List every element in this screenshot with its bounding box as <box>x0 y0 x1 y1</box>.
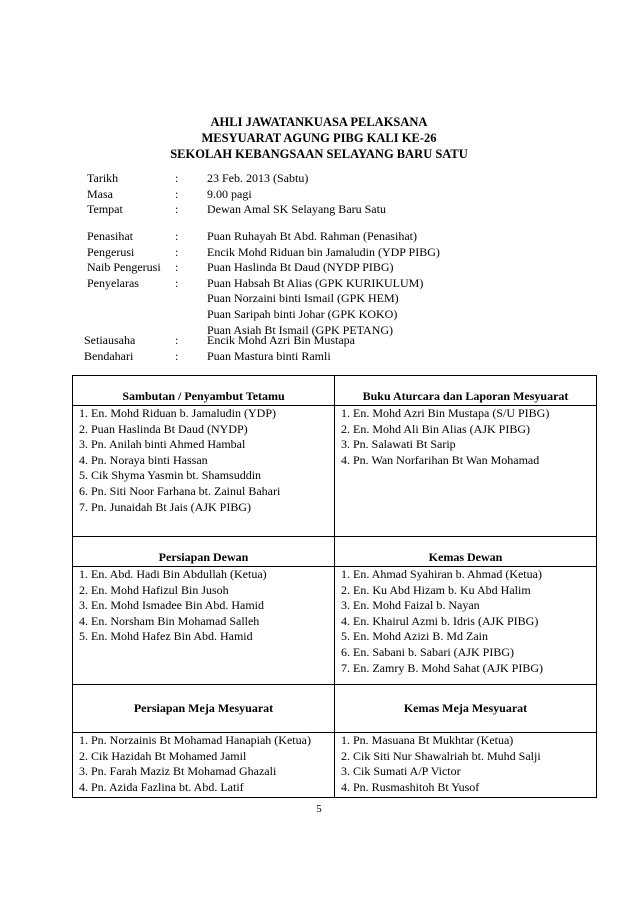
member-item: 1. En. Mohd Riduan b. Jamaludin (YDP) <box>79 406 276 420</box>
officer-role: Pengerusi <box>87 244 135 259</box>
member-list <box>73 733 334 795</box>
officer-colon: : <box>175 229 179 243</box>
committee-heading: Buku Aturcara dan Laporan Mesyuarat <box>362 389 569 403</box>
officer-colon: : <box>175 275 179 290</box>
member-item: 4. En. Khairul Azmi b. Idris (AJK PIBG) <box>341 613 539 628</box>
committee-heading: Kemas Dewan <box>428 550 503 564</box>
officer-role: Naib Pengerusi <box>87 260 161 275</box>
officer-name: Puan Haslinda Bt Daud (NYDP PIBG) <box>207 260 394 275</box>
member-item: 1. Pn. Norzainis Bt Mohamad Hanapiah (Ketua) <box>79 733 311 747</box>
committee-heading-cell <box>335 537 597 567</box>
secretariat-name: Puan Mastura binti Ramli <box>207 348 331 363</box>
detail-label: Tempat <box>87 202 123 217</box>
member-list <box>335 733 596 795</box>
member-item: 4. Pn. Rusmashitoh Bt Yusof <box>341 779 480 794</box>
officer-role: Penyelaras <box>87 275 139 290</box>
detail-colon: : <box>175 186 179 201</box>
member-item: 1. Pn. Masuana Bt Mukhtar (Ketua) <box>341 733 514 747</box>
member-item: 3. En. Mohd Faizal b. Nayan <box>341 598 480 613</box>
secretariat-colon: : <box>175 333 179 347</box>
officer-name: Puan Saripah binti Johar (GPK KOKO) <box>207 306 398 321</box>
secretariat-name: Encik Mohd Azri Bin Mustapa <box>207 333 355 347</box>
committee-heading-cell <box>335 376 597 406</box>
officer-name: Puan Habsah Bt Alias (GPK KURIKULUM) <box>207 275 424 290</box>
committee-members-cell <box>73 733 335 798</box>
member-list <box>335 406 596 468</box>
detail-value: Dewan Amal SK Selayang Baru Satu <box>207 202 386 217</box>
officer-name: Puan Norzaini binti Ismail (GPK HEM) <box>207 291 399 306</box>
member-item: 7. En. Zamry B. Mohd Sahat (AJK PIBG) <box>341 660 543 675</box>
committee-heading-row <box>73 376 597 406</box>
committee-members-cell <box>73 567 335 685</box>
member-item: 2. Cik Siti Nur Shawalriah bt. Muhd Salji <box>341 748 541 763</box>
member-item: 2. En. Mohd Ali Bin Alias (AJK PIBG) <box>341 421 531 436</box>
member-item: 3. Cik Sumati A/P Victor <box>341 764 461 779</box>
detail-label: Tarikh <box>87 171 119 185</box>
committee-heading-row <box>73 537 597 567</box>
officer-name: Puan Asiah Bt Ismail (GPK PETANG) <box>207 322 394 337</box>
member-item: 2. Puan Haslinda Bt Daud (NYDP) <box>79 421 248 436</box>
officer-name: Encik Mohd Riduan bin Jamaludin (YDP PIBG) <box>207 244 440 259</box>
secretariat-role: Setiausaha <box>84 333 136 347</box>
member-item: 6. En. Sabani b. Sabari (AJK PIBG) <box>341 644 514 659</box>
detail-value: 9.00 pagi <box>207 186 252 201</box>
committee-members-cell <box>335 733 597 798</box>
officer-colon: : <box>175 244 179 259</box>
committee-heading-cell <box>73 376 335 406</box>
committee-table <box>72 375 597 798</box>
member-item: 3. Pn. Farah Maziz Bt Mohamad Ghazali <box>79 764 277 779</box>
member-item: 3. Pn. Salawati Bt Sarip <box>341 437 456 452</box>
member-item: 5. Cik Shyma Yasmin bt. Shamsuddin <box>79 468 262 483</box>
member-item: 1. En. Abd. Hadi Bin Abdullah (Ketua) <box>79 567 267 581</box>
committee-members-row <box>73 406 597 537</box>
member-item: 5. En. Mohd Azizi B. Md Zain <box>341 629 488 644</box>
committee-members-cell <box>335 567 597 685</box>
member-item: 4. Pn. Wan Norfarihan Bt Wan Mohamad <box>341 452 540 467</box>
title-line-2: MESYUARAT AGUNG PIBG KALI KE-26 <box>201 131 437 145</box>
member-item: 4. Pn. Azida Fazlina bt. Abd. Latif <box>79 779 244 794</box>
secretariat-role: Bendahari <box>84 348 134 363</box>
title-line-3: SEKOLAH KEBANGSAAN SELAYANG BARU SATU <box>170 147 468 161</box>
member-list <box>73 406 334 515</box>
member-item: 7. Pn. Junaidah Bt Jais (AJK PIBG) <box>79 499 252 514</box>
committee-heading-cell <box>73 537 335 567</box>
committee-heading: Sambutan / Penyambut Tetamu <box>122 389 285 403</box>
detail-colon: : <box>175 171 179 185</box>
page-number: 5 <box>316 803 322 815</box>
member-item: 1. En. Ahmad Syahiran b. Ahmad (Ketua) <box>341 567 542 581</box>
member-item: 6. Pn. Siti Noor Farhana bt. Zainul Bahari <box>79 483 281 498</box>
officer-role: Penasihat <box>87 229 133 243</box>
committee-heading-row <box>73 685 597 733</box>
committee-members-cell <box>335 406 597 537</box>
committee-members-row <box>73 733 597 798</box>
committee-heading-cell <box>73 685 335 733</box>
officer-colon: : <box>175 260 179 275</box>
secretariat-colon: : <box>175 348 179 363</box>
committee-members-cell <box>73 406 335 537</box>
member-list <box>335 567 596 676</box>
member-item: 4. En. Norsham Bin Mohamad Salleh <box>79 613 260 628</box>
member-item: 5. En. Mohd Hafez Bin Abd. Hamid <box>79 629 253 644</box>
committee-heading: Kemas Meja Mesyuarat <box>403 701 528 715</box>
detail-value: 23 Feb. 2013 (Sabtu) <box>207 171 309 185</box>
member-list <box>73 567 334 645</box>
officer-name: Puan Ruhayah Bt Abd. Rahman (Penasihat) <box>207 229 417 243</box>
member-item: 2. Cik Hazidah Bt Mohamed Jamil <box>79 748 247 763</box>
member-item: 3. Pn. Anilah binti Ahmed Hambal <box>79 437 246 452</box>
member-item: 2. En. Mohd Hafizul Bin Jusoh <box>79 582 229 597</box>
committee-heading-cell <box>335 685 597 733</box>
detail-label: Masa <box>87 186 113 201</box>
member-item: 1. En. Mohd Azri Bin Mustapa (S/U PIBG) <box>341 406 550 420</box>
committee-heading: Persiapan Meja Mesyuarat <box>133 701 274 715</box>
document-title <box>0 114 638 162</box>
committee-heading: Persiapan Dewan <box>158 550 249 564</box>
member-item: 3. En. Mohd Ismadee Bin Abd. Hamid <box>79 598 264 613</box>
committee-members-row <box>73 567 597 685</box>
detail-colon: : <box>175 202 179 217</box>
member-item: 4. Pn. Noraya binti Hassan <box>79 452 208 467</box>
member-item: 2. En. Ku Abd Hizam b. Ku Abd Halim <box>341 582 531 597</box>
title-line-1: AHLI JAWATANKUASA PELAKSANA <box>210 115 428 129</box>
